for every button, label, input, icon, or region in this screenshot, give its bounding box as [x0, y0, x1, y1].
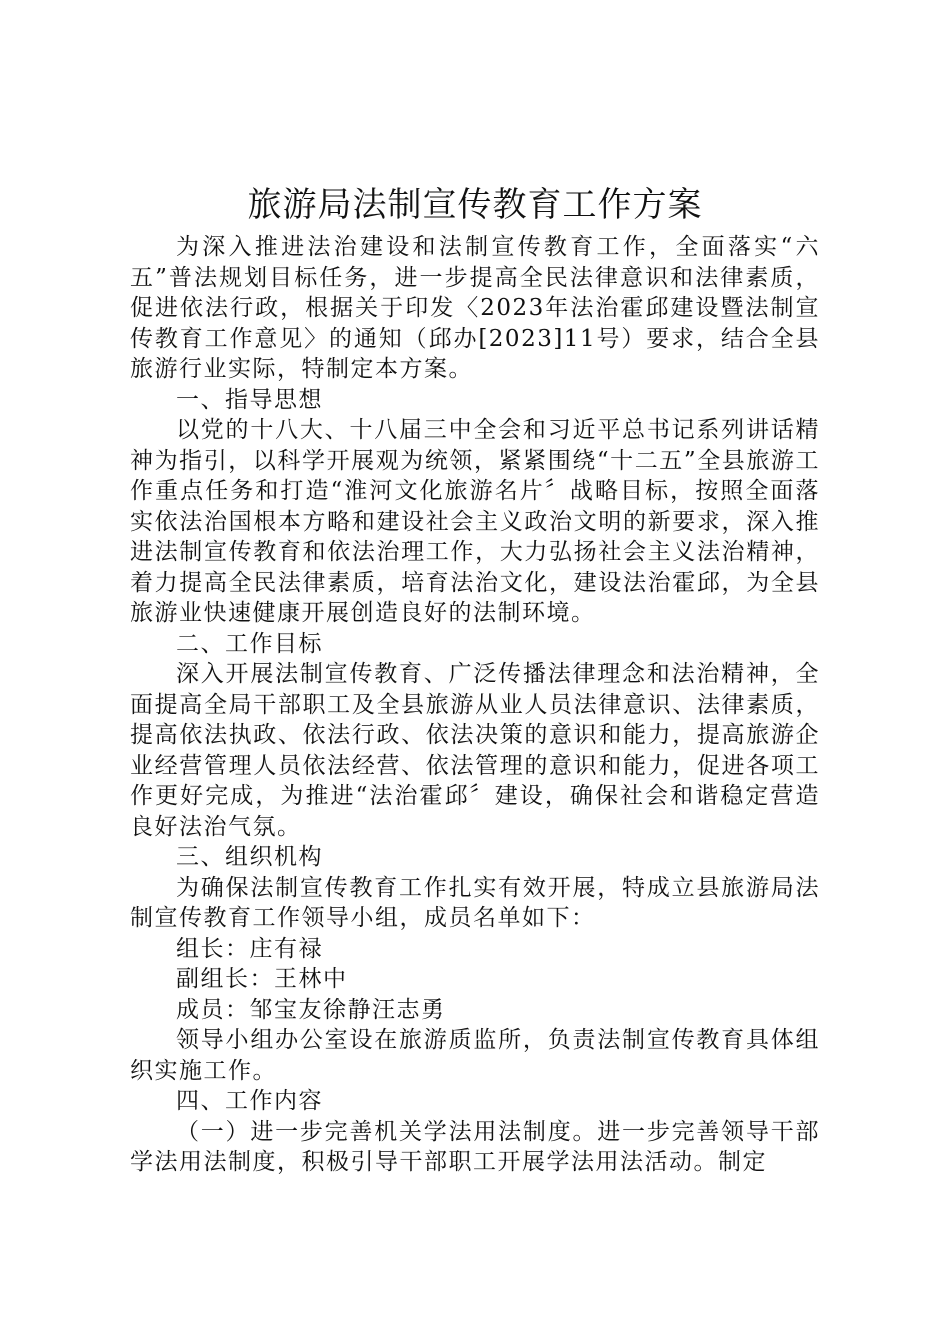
work-content-item-1: （一）进一步完善机关学法用法制度。进一步完善领导干部学法用法制度，积极引导干部职工开展学法用法活动。制定 [130, 1118, 820, 1175]
document-body [130, 232, 820, 1178]
section-heading-guiding-thought: 一、指导思想 [176, 386, 323, 413]
work-goals-paragraph: 深入开展法制宣传教育、广泛传播法律理念和法治精神，全面提高全局干部职工及全县旅游从业人员法律意识、法律素质，提高依法执政、依法行政、依法决策的意识和能力，提高旅游企业经营管理人员依法经营、依法管理的意识和能力，促进各项工作更好完成，为推进“法治霍邱〞建设，确保社会和谐稳定营造良好法治气氛。 [130, 661, 820, 840]
intro-paragraph: 为深入推进法治建设和法制宣传教育工作，全面落实“六五”普法规划目标任务，进一步提高全民法律意识和法律素质，促进依法行政，根据关于印发〈2023年法治霍邱建设暨法制宣传教育工作意见〉的通知（邱办[2023]11号）要求，结合全县旅游行业实际，特制定本方案。 [130, 234, 820, 382]
section-heading-work-goals: 二、工作目标 [176, 630, 323, 657]
organization-intro-paragraph: 为确保法制宣传教育工作扎实有效开展，特成立县旅游局法制宣传教育工作领导小组，成员名单如下： [130, 874, 820, 931]
document-title: 旅游局法制宣传教育工作方案 [247, 185, 703, 225]
members-line: 成员：邹宝友徐静汪志勇 [176, 996, 446, 1023]
leader-line: 组长：庄有禄 [176, 935, 323, 962]
office-paragraph: 领导小组办公室设在旅游质监所，负责法制宣传教育具体组织实施工作。 [130, 1027, 820, 1084]
section-heading-organization: 三、组织机构 [176, 844, 323, 870]
guiding-thought-paragraph: 以党的十八大、十八届三中全会和习近平总书记系列讲话精神为指引，以科学开展观为统领，紧紧围绕“十二五”全县旅游工作重点任务和打造“淮河文化旅游名片〞战略目标，按照全面落实依法治国根本方略和建设社会主义政治文明的新要求，深入推进法制宣传教育和依法治理工作，大力弘扬社会主义法治精神，着力提高全民法律素质，培育法治文化，建设法治霍邱，为全县旅游业快速健康开展创造良好的法制环境。 [130, 417, 820, 626]
deputy-leader-line: 副组长：王林中 [176, 966, 348, 992]
section-heading-work-content: 四、工作内容 [176, 1088, 323, 1114]
